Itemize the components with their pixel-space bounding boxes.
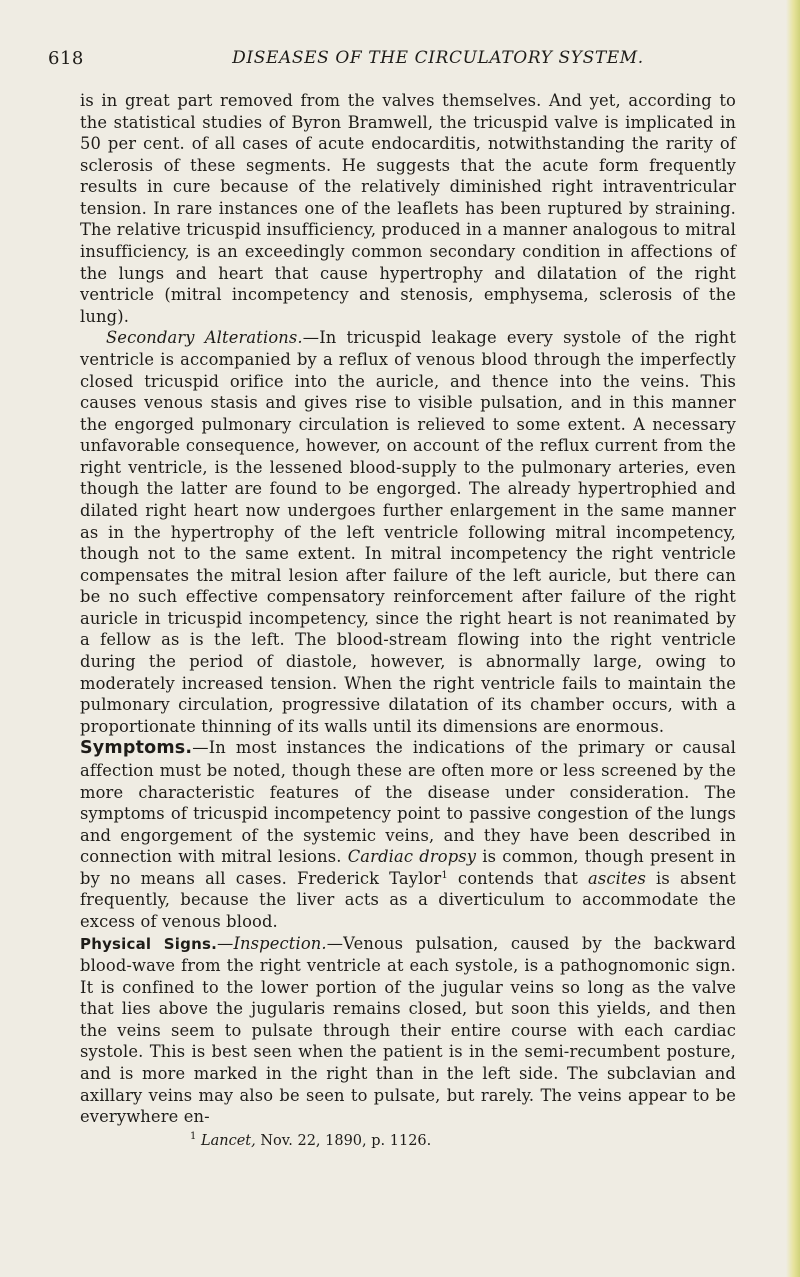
dash: —: [217, 933, 234, 953]
paragraph-text: contends that: [447, 868, 588, 888]
footnote-marker: 1: [190, 1130, 197, 1142]
subheading-inspection: Inspection.: [233, 933, 327, 953]
page-edge: [786, 0, 800, 1277]
paragraph-physical-signs: [80, 933, 736, 1128]
footnote-citation: Nov. 22, 1890, p. 1126.: [255, 1132, 432, 1149]
footnote-reference: 1: [441, 869, 448, 881]
footnote: [80, 1132, 736, 1150]
paragraph-text: —Venous pulsation, caused by the backward blood-wave from the right ventricle at each systole, is a pathognomonic sign. It is confined to the lower portion of the jugular veins so long as the valve that lies above the jugularis remains closed, but soon this yields, and then the veins seem to pulsate through their entire course with each cardiac systole. This is best seen when the patient is in the semi-recumbent posture, and is more marked in the right than in the left side. The subclavian and axillary veins may also be seen to pulsate, but rarely. The veins appear to be everywhere en-: [80, 933, 736, 1127]
running-head: DISEASES OF THE CIRCULATORY SYSTEM.: [232, 48, 644, 68]
paragraph-text: is common, though present in by no means all cases. Frederick Taylor: [80, 847, 736, 888]
section-heading-secondary-alterations: Secondary Alterations.: [106, 328, 303, 348]
paragraph-symptoms: [80, 737, 736, 932]
page-number: 618: [48, 48, 84, 69]
paragraph-text: is absent frequently, because the liver acts as a diverticulum to accommodate the excess of venous blood.: [80, 868, 737, 931]
page-header: [48, 48, 738, 72]
body-text: [80, 90, 736, 1150]
italic-term-cardiac-dropsy: Cardiac dropsy: [347, 847, 477, 867]
section-heading-symptoms: Symptoms.: [80, 738, 193, 759]
paragraph-continuation: [80, 90, 736, 327]
paragraph-secondary-alterations: [80, 327, 736, 737]
paragraph-text: —In most instances the indications of the primary or causal affection must be noted, though these are often more or less screened by the more characteristic features of the disease under consideration. The symptoms of tricuspid incompetency point to passive congestion of the lungs and engorgement of the systemic veins, and they have been described in connection with mitral lesions.: [80, 738, 736, 867]
italic-term-ascites: ascites: [587, 868, 646, 888]
paragraph-text: —In tricuspid leakage every systole of the right ventricle is accompanied by a reflux of venous blood through the imperfectly closed tricuspid orifice into the auricle, and thence into the veins. This causes venous stasis and gives rise to visible pulsation, and in this manner the engorged pulmonary circulation is relieved to some extent. A necessary unfavorable consequence, however, on account of the reflux current from the right ventricle, is the lessened blood-supply to the pulmonary arteries, even though the latter are found to be engorged. The already hypertrophied and dilated right heart now undergoes further enlargement in the same manner as in the hypertrophy of the left ventricle following mitral incompetency, though not to the same extent. In mitral incompetency the right ventricle compensates the mitral lesion after failure of the left auricle, but there can be no such effective compensatory reinforcement after failure of the right auricle in tricuspid incompetency, since the right heart is not reanimated by a fellow as is the left. The blood-stream flowing into the right ventricle during the period of diastole, however, is abnormally large, owing to moderately increased tension. When the right ventricle fails to maintain the pulmonary circulation, progressive dilatation of its chamber occurs, with a proportionate thinning of its walls until its dimensions are enormous.: [80, 328, 737, 736]
paragraph-text: is in great part removed from the valves themselves. And yet, according to the statistical studies of Byron Bramwell, the tricuspid valve is implicated in 50 per cent. of all cases of acute endocarditis, notwithstanding the rarity of sclerosis of these segments. He suggests that the acute form frequently results in cure because of the relatively diminished right intraventricular tension. In rare instances one of the leaflets has been ruptured by straining. The relative tricuspid insufficiency, produced in a manner analogous to mitral insufficiency, is an exceedingly common secondary condition in affections of the lungs and heart that cause hypertrophy and dilatation of the right ventricle (mitral incompetency and stenosis, emphysema, sclerosis of the lung).: [80, 91, 736, 326]
footnote-source: Lancet,: [200, 1132, 256, 1149]
section-heading-physical-signs: Physical Signs.: [80, 934, 217, 953]
